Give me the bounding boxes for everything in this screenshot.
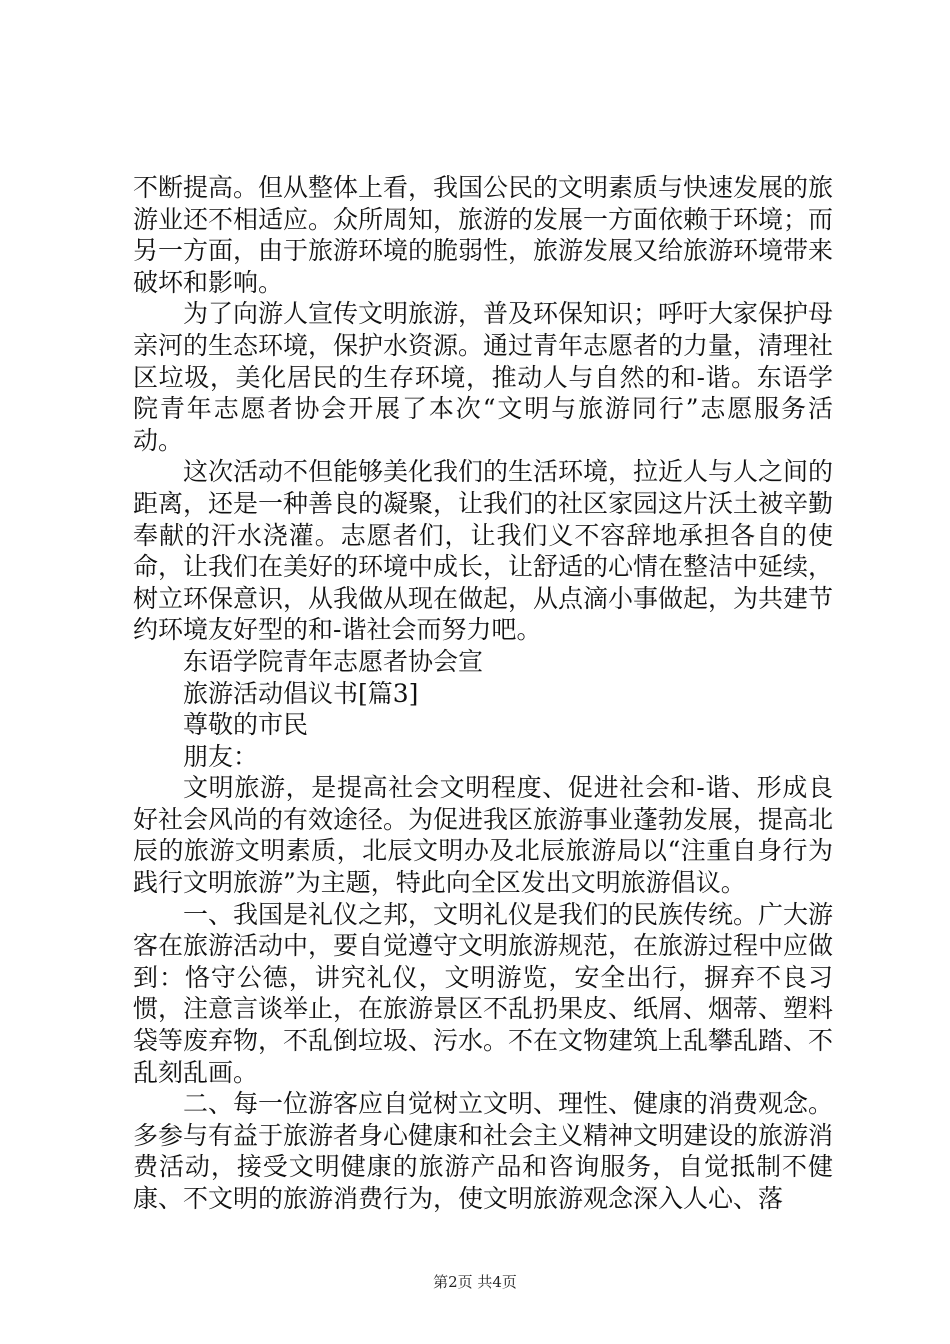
document-body — [133, 172, 833, 1215]
signature-line: 东语学院青年志愿者协会宣 — [183, 646, 484, 676]
paragraph-introduction: 文明旅游，是提高社会文明程度、促进社会和-谐、形成良好社会风尚的有效途径。为促进我区旅游事业蓬勃发展，提高北辰的旅游文明素质，北辰文明办及北辰旅游局以“注重自身行为践行文明旅游”为主题，特此向全区发出文明旅游倡议。 — [133, 773, 834, 898]
paragraph-continuation: 不断提高。但从整体上看，我国公民的文明素质与快速发展的旅游业还不相适应。众所周知，旅游的发展一方面依赖于环境；而另一方面，由于旅游环境的脆弱性，旅游发展又给旅游环境带来破坏和影响。 — [133, 173, 834, 297]
paragraph-point-one: 一、我国是礼仪之邦，文明礼仪是我们的民族传统。广大游客在旅游活动中，要自觉遵守文明旅游规范，在旅游过程中应做到：恪守公德，讲究礼仪，文明游览，安全出行，摒弃不良习惯，注意言谈举止，在旅游景区不乱扔果皮、纸屑、烟蒂、塑料袋等废弃物，不乱倒垃圾、污水。不在文物建筑上乱攀乱踏、不乱刻乱画。 — [133, 899, 834, 1087]
paragraph-activity-significance: 这次活动不但能够美化我们的生活环境，拉近人与人之间的距离，还是一种善良的凝聚，让我们的社区家园这片沃土被辛勤奉献的汗水浇灌。志愿者们，让我们义不容辞地承担各自的使命，让我们在美好的环境中成长，让舒适的心情在整洁中延续，树立环保意识，从我做从现在做起，从点滴小事做起，为共建节约环境友好型的和-谐社会而努力吧。 — [133, 457, 834, 645]
salutation-line-1: 尊敬的市民 — [183, 710, 309, 740]
salutation-line-2: 朋友： — [183, 741, 259, 771]
section-title: 旅游活动倡议书[篇3] — [183, 678, 419, 708]
paragraph-promotion: 为了向游人宣传文明旅游，普及环保知识；呼吁大家保护母亲河的生态环境，保护水资源。通过青年志愿者的力量，清理社区垃圾，美化居民的生存环境，推动人与自然的和-谐。东语学院青年志愿者协会开展了本次“文明与旅游同行”志愿服务活动。 — [133, 299, 834, 455]
page-number-footer: 第2页 共4页 — [433, 1273, 517, 1291]
paragraph-point-two: 二、每一位游客应自觉树立文明、理性、健康的消费观念。多参与有益于旅游者身心健康和社会主义精神文明建设的旅游消费活动，接受文明健康的旅游产品和咨询服务，自觉抵制不健康、不文明的旅游消费行为，使文明旅游观念深入人心、落 — [133, 1089, 834, 1213]
